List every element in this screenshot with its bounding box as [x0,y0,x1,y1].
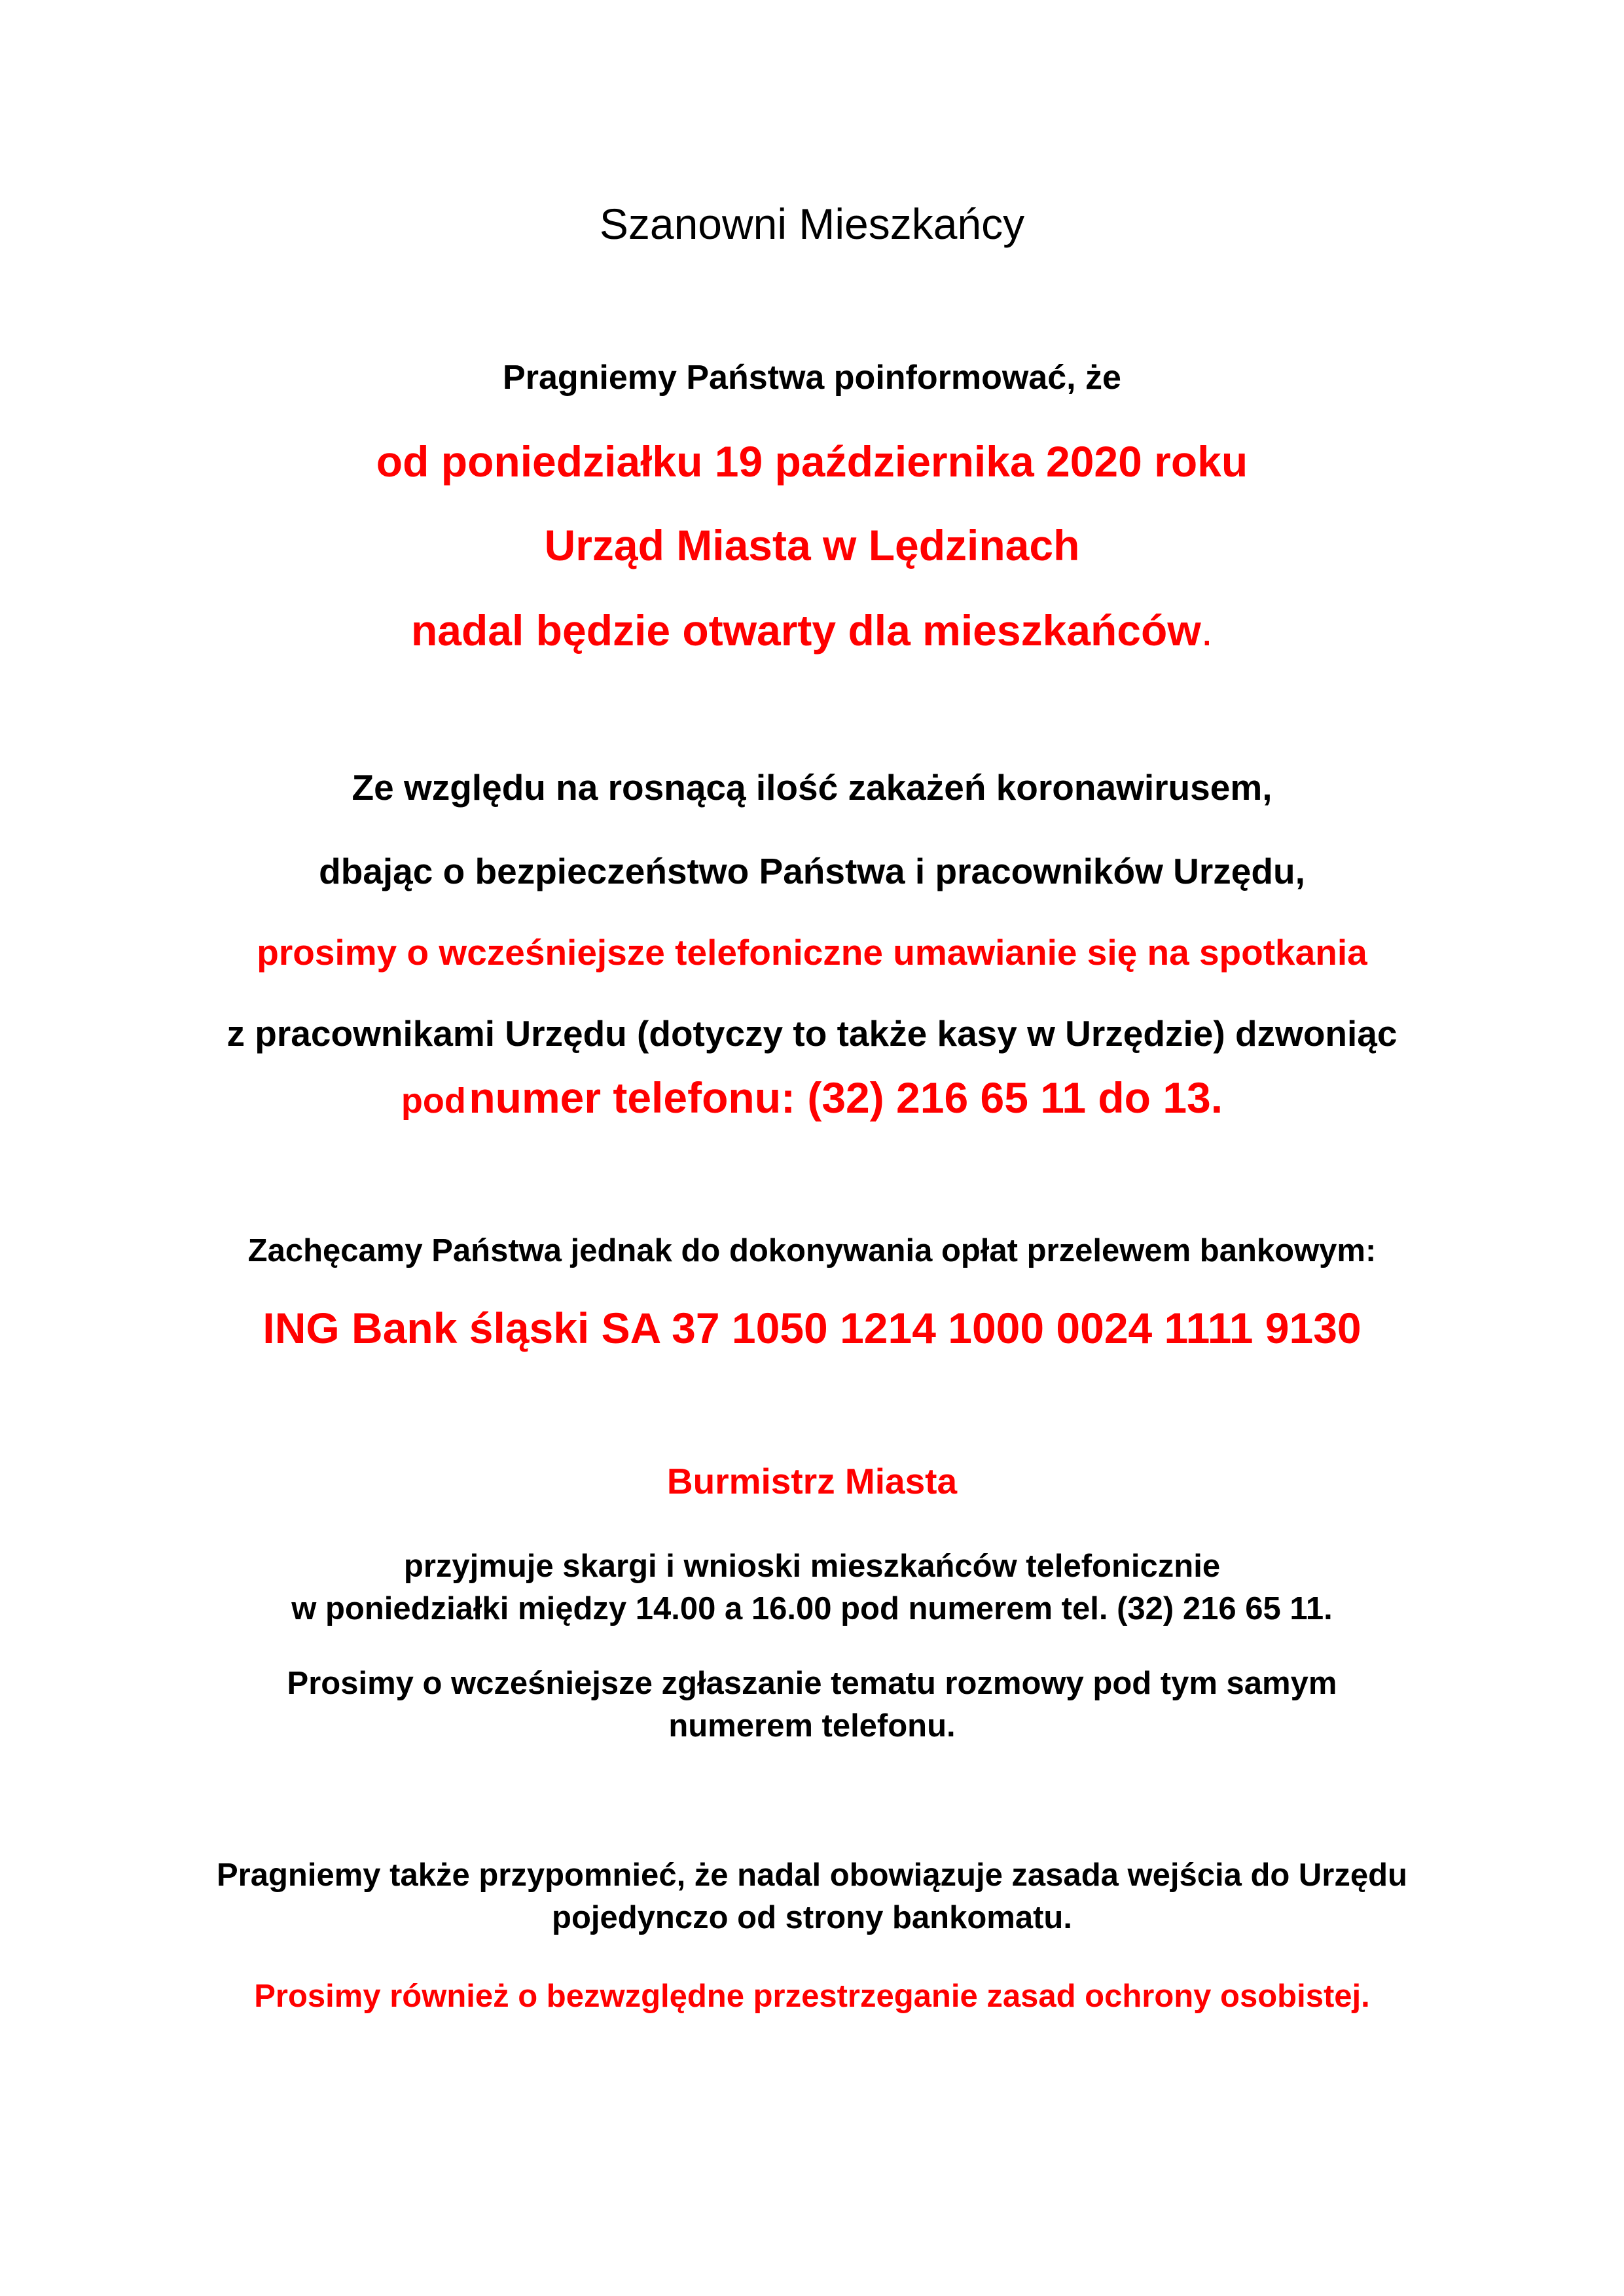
request-line: prosimy o wcześniejsze telefoniczne umawianie się na spotkania [257,932,1367,973]
closing-line: Prosimy również o bezwzględne przestrzeganie zasad ochrony osobistej. [254,1979,1370,2014]
topic-line-1: Prosimy o wcześniejsze zgłaszanie tematu rozmowy pod tym samym [287,1666,1337,1701]
office-line: Urząd Miasta w Lędzinach [544,521,1080,569]
phone-number: numer telefonu: (32) 216 65 11 do 13. [469,1073,1223,1122]
entry-line-1: Pragniemy także przypomnieć, że nadal obowiązuje zasada wejścia do Urzędu [216,1857,1407,1893]
phone-line [0,1073,1624,1123]
open-line [0,606,1624,656]
open-line-period: . [1200,606,1214,655]
bank-intro-line: Zachęcamy Państwa jednak do dokonywania opłat przelewem bankowym: [247,1233,1377,1268]
date-line: od poniedziałku 19 października 2020 roku [376,437,1248,486]
phone-prefix: pod [401,1081,466,1121]
staff-line: z pracownikami Urzędu (dotyczy to także kasy w Urzędzie) dzwoniąc [226,1013,1398,1054]
mayor-heading: Burmistrz Miasta [666,1461,958,1501]
intro-line: Pragniemy Państwa poinformować, że [503,359,1121,397]
bank-account-line: ING Bank śląski SA 37 1050 1214 1000 0024 1111 9130 [262,1304,1362,1352]
document-title: Szanowni Mieszkańcy [599,200,1025,248]
reason-line-2: dbając o bezpieczeństwo Państwa i pracowników Urzędu, [319,851,1305,891]
topic-line-2: numerem telefonu. [668,1708,956,1744]
mayor-line-1: przyjmuje skargi i wnioski mieszkańców telefonicznie [403,1549,1221,1584]
entry-line-2: pojedynczo od strony bankomatu. [552,1900,1072,1935]
mayor-line-2: w poniedziałki między 14.00 a 16.00 pod numerem tel. (32) 216 65 11. [291,1591,1333,1626]
reason-line-1: Ze względu na rosnącą ilość zakażeń koronawirusem, [352,767,1272,808]
open-line-text: nadal będzie otwarty dla mieszkańców [410,606,1201,655]
